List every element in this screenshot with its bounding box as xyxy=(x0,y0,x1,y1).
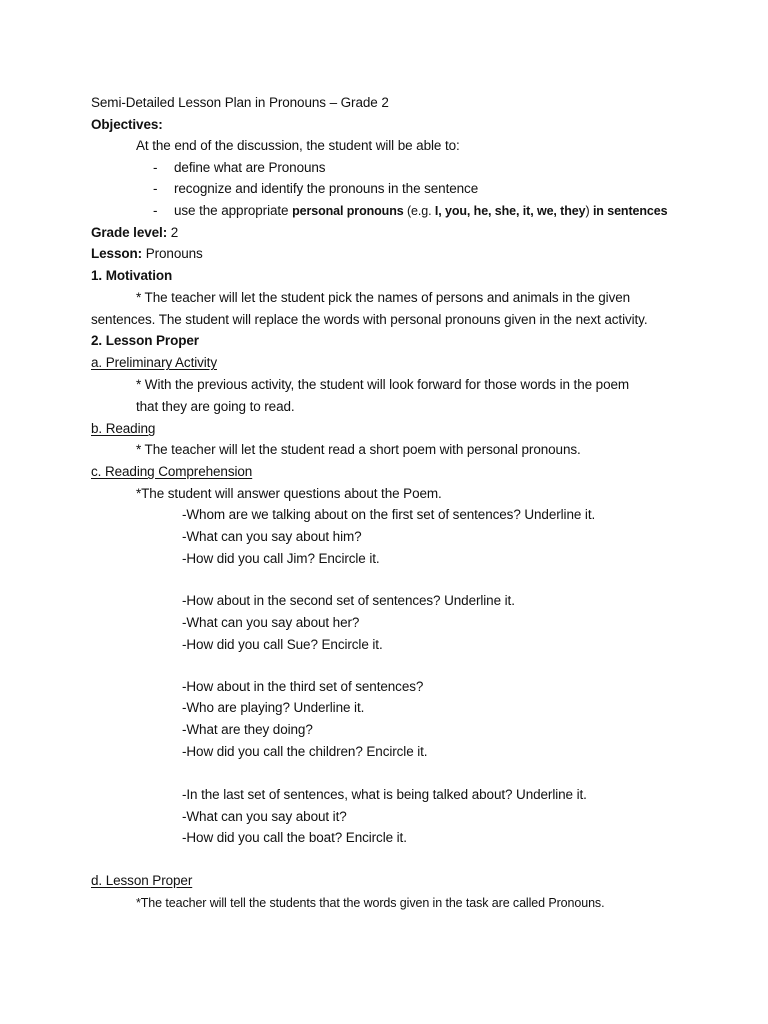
objectives-heading: Objectives: xyxy=(91,117,163,132)
paragraph-line: * The teacher will let the student pick the names of persons and animals in the given xyxy=(136,290,631,305)
objective-item xyxy=(174,203,667,219)
paragraph-line: that they are going to read. xyxy=(136,399,295,414)
objective-item-end: ) xyxy=(585,204,593,218)
objective-item: define what are Pronouns xyxy=(174,160,326,175)
question-line: -How did you call Sue? Encircle it. xyxy=(182,637,383,652)
lesson-proper-heading: 2. Lesson Proper xyxy=(91,333,199,348)
reading-comprehension-heading: c. Reading Comprehension xyxy=(91,464,253,479)
objectives-intro: At the end of the discussion, the student will be able to: xyxy=(136,138,460,153)
lesson-label: Lesson: xyxy=(91,246,143,261)
question-line: -What can you say about her? xyxy=(182,615,360,630)
paragraph-line: *The teacher will tell the students that the words given in the task are called Pronouns. xyxy=(136,896,605,910)
objective-item-bold: in sentences xyxy=(592,204,668,218)
question-line: -What can you say about him? xyxy=(182,529,362,544)
objective-item-middle: (e.g. xyxy=(403,204,435,218)
objective-item-lead: use the appropriate xyxy=(174,203,293,218)
preliminary-activity-heading: a. Preliminary Activity xyxy=(91,355,217,370)
paragraph-line: *The student will answer questions about the Poem. xyxy=(136,486,442,501)
bullet-mark: - xyxy=(153,203,158,218)
paragraph-line: * With the previous activity, the student will look forward for those words in the poem xyxy=(136,377,630,392)
question-line: -How about in the third set of sentences? xyxy=(182,679,424,694)
paragraph-line: sentences. The student will replace the words with personal pronouns given in the next activity. xyxy=(91,312,648,327)
grade-level-value: 2 xyxy=(167,225,179,240)
reading-heading: b. Reading xyxy=(91,421,156,436)
document-title: Semi-Detailed Lesson Plan in Pronouns – Grade 2 xyxy=(91,95,389,110)
objective-item-bold: personal pronouns xyxy=(292,204,404,218)
lesson-topic xyxy=(91,246,203,262)
question-line: -In the last set of sentences, what is being talked about? Underline it. xyxy=(182,787,587,802)
bullet-mark: - xyxy=(153,181,158,196)
lesson-proper-d-heading: d. Lesson Proper xyxy=(91,873,193,888)
question-line: -What are they doing? xyxy=(182,722,313,737)
grade-level xyxy=(91,225,178,241)
paragraph-line: * The teacher will let the student read a short poem with personal pronouns. xyxy=(136,442,581,457)
bullet-mark: - xyxy=(153,160,158,175)
question-line: -What can you say about it? xyxy=(182,809,347,824)
objective-item-bold: I, you, he, she, it, we, they xyxy=(434,204,586,218)
question-line: -How about in the second set of sentences? Underline it. xyxy=(182,593,515,608)
question-line: -How did you call the children? Encircle it. xyxy=(182,744,428,759)
lesson-value: Pronouns xyxy=(142,246,203,261)
objective-item: recognize and identify the pronouns in the sentence xyxy=(174,181,479,196)
motivation-heading: 1. Motivation xyxy=(91,268,173,283)
question-line: -Who are playing? Underline it. xyxy=(182,700,365,715)
question-line: -How did you call Jim? Encircle it. xyxy=(182,551,380,566)
question-line: -How did you call the boat? Encircle it. xyxy=(182,830,407,845)
grade-level-label: Grade level: xyxy=(91,225,168,240)
question-line: -Whom are we talking about on the first set of sentences? Underline it. xyxy=(182,507,596,522)
